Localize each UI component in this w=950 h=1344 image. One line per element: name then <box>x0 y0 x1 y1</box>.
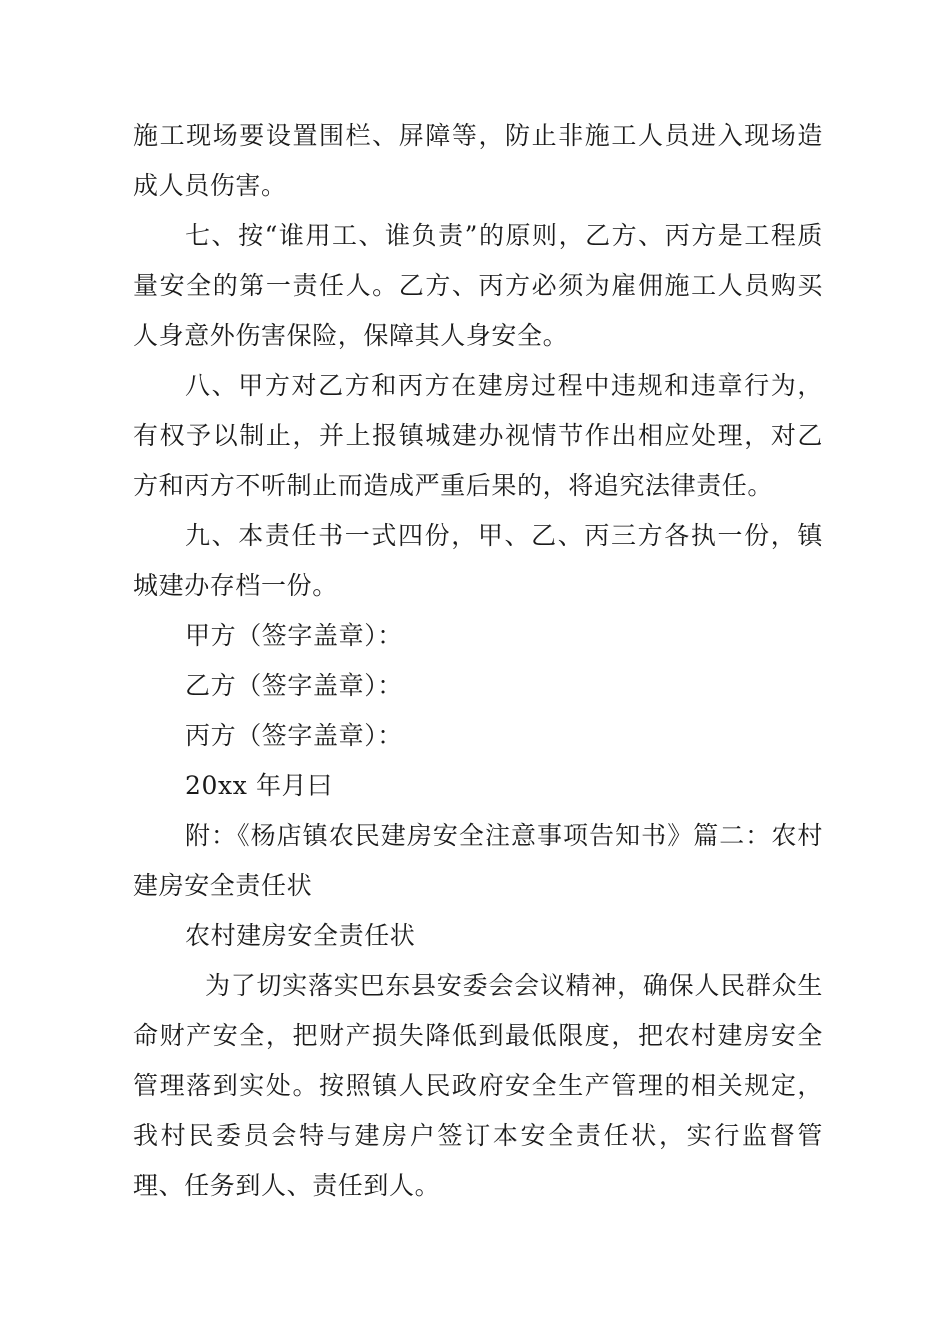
document-body <box>133 111 823 1211</box>
section-title: 农村建房安全责任状 <box>185 921 416 950</box>
paragraph-clause-7: 七、按“谁用工、谁负责”的原则，乙方、丙方是工程质量安全的第一责任人。乙方、丙方必须为雇佣施工人员购买人身意外伤害保险，保障其人身安全。 <box>133 221 823 350</box>
signature-party-b: 乙方（签字盖章）： <box>185 671 403 700</box>
signature-party-a: 甲方（签字盖章）： <box>185 621 403 650</box>
signature-party-c: 丙方（签字盖章）： <box>185 721 403 750</box>
paragraph-clause-8: 八、甲方对乙方和丙方在建房过程中违规和违章行为，有权予以制止，并上报镇城建办视情节作出相应处理，对乙方和丙方不听制止而造成严重后果的，将追究法律责任。 <box>133 371 823 500</box>
paragraph-site-safety: 施工现场要设置围栏、屏障等，防止非施工人员进入现场造成人员伤害。 <box>133 121 823 200</box>
paragraph-clause-9: 九、本责任书一式四份，甲、乙、丙三方各执一份，镇城建办存档一份。 <box>133 521 823 600</box>
appendix-note: 附：《杨店镇农民建房安全注意事项告知书》篇二：农村建房安全责任状 <box>133 821 823 900</box>
date-line: 20xx 年月曰 <box>185 771 333 800</box>
paragraph-intro: 为了切实落实巴东县安委会会议精神，确保人民群众生命财产安全，把财产损失降低到最低限度，把农村建房安全管理落到实处。按照镇人民政府安全生产管理的相关规定，我村民委员会特与建房户签订本安全责任状，实行监督管理、任务到人、责任到人。 <box>133 971 823 1200</box>
